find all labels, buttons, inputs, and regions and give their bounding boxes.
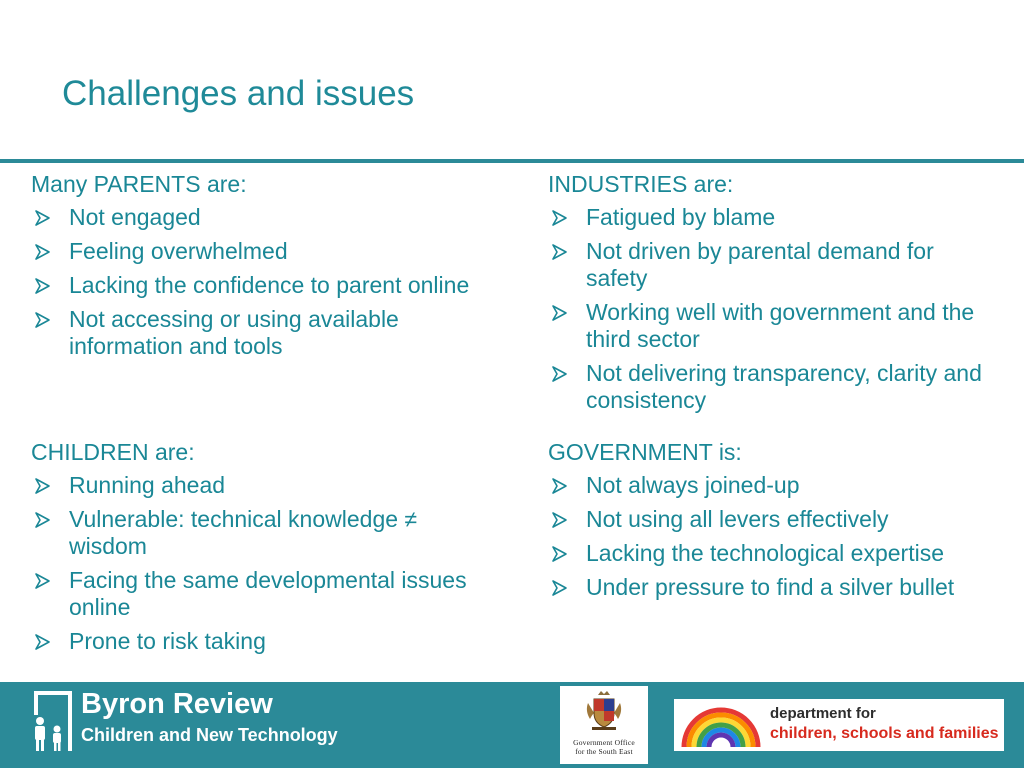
children-section (31, 439, 501, 662)
government-office-line1: Government Office (573, 738, 635, 747)
list-item-text: Lacking the confidence to parent online (69, 272, 470, 298)
parents-list (31, 204, 501, 360)
arrowhead-bullet-icon (33, 477, 51, 495)
arrowhead-bullet-icon (550, 304, 568, 322)
list-item-text: Not engaged (69, 204, 201, 230)
byron-review-title: Byron Review (81, 688, 273, 720)
industries-list (548, 204, 998, 414)
list-item-text: Prone to risk taking (69, 628, 266, 654)
arrowhead-bullet-icon (550, 209, 568, 227)
parents-heading: Many PARENTS are: (31, 171, 247, 197)
list-item-text: Running ahead (69, 472, 226, 498)
list-item (31, 567, 501, 621)
list-item (31, 506, 501, 560)
arrowhead-bullet-icon (550, 477, 568, 495)
children-heading: CHILDREN are: (31, 439, 195, 465)
arrowhead-bullet-icon (33, 277, 51, 295)
list-item-text: Not always joined-up (586, 472, 800, 498)
slide-title: Challenges and issues (62, 74, 415, 113)
list-item-text: Fatigued by blame (586, 204, 776, 230)
list-item-text: Not driven by parental demand for safety (586, 238, 934, 291)
dcsf-line1: department for (770, 705, 876, 722)
dcsf-line2: children, schools and families (770, 725, 999, 742)
list-item (31, 472, 501, 499)
list-item (31, 628, 501, 655)
title-divider (0, 159, 1024, 163)
arrowhead-bullet-icon (33, 209, 51, 227)
government-list (548, 472, 998, 601)
list-item-text: Not using all levers effectively (586, 506, 889, 532)
list-item (31, 204, 501, 231)
list-item-text: Under pressure to find a silver bullet (586, 574, 955, 600)
royal-crest-icon (582, 689, 626, 733)
arrowhead-bullet-icon (33, 633, 51, 651)
arrowhead-bullet-icon (550, 511, 568, 529)
arrowhead-bullet-icon (33, 311, 51, 329)
parents-section (31, 171, 501, 367)
government-office-line2: for the South East (575, 747, 633, 756)
arrowhead-bullet-icon (550, 365, 568, 383)
list-item (548, 506, 998, 533)
list-item-text: Facing the same developmental issues online (69, 567, 467, 620)
byron-review-subtitle: Children and New Technology (81, 725, 338, 745)
rainbow-icon (678, 703, 764, 749)
list-item (548, 574, 998, 601)
children-list (31, 472, 501, 655)
footer-bar (0, 682, 1024, 768)
list-item (548, 360, 998, 414)
arrowhead-bullet-icon (550, 579, 568, 597)
list-item (548, 204, 998, 231)
list-item-text: Feeling overwhelmed (69, 238, 288, 264)
government-office-logo (560, 686, 648, 764)
list-item-text: Not delivering transparency, clarity and consistency (586, 360, 982, 413)
list-item (548, 540, 998, 567)
industries-heading: INDUSTRIES are: (548, 171, 734, 197)
government-section (548, 439, 998, 608)
arrowhead-bullet-icon (33, 511, 51, 529)
arrowhead-bullet-icon (550, 243, 568, 261)
government-heading: GOVERNMENT is: (548, 439, 742, 465)
list-item (31, 238, 501, 265)
list-item-text: Working well with government and the third sector (586, 299, 975, 352)
list-item (31, 272, 501, 299)
list-item-text: Lacking the technological expertise (586, 540, 945, 566)
list-item (548, 472, 998, 499)
dcsf-logo (674, 699, 1004, 751)
industries-section (548, 171, 998, 421)
adult-and-child-figures-icon (30, 691, 76, 753)
list-item-text: Vulnerable: technical knowledge ≠ wisdom (69, 506, 418, 559)
arrowhead-bullet-icon (33, 243, 51, 261)
list-item-text: Not accessing or using available information and tools (69, 306, 399, 359)
list-item (548, 299, 998, 353)
government-office-text (560, 738, 648, 756)
list-item (548, 238, 998, 292)
list-item (31, 306, 501, 360)
arrowhead-bullet-icon (33, 572, 51, 590)
arrowhead-bullet-icon (550, 545, 568, 563)
